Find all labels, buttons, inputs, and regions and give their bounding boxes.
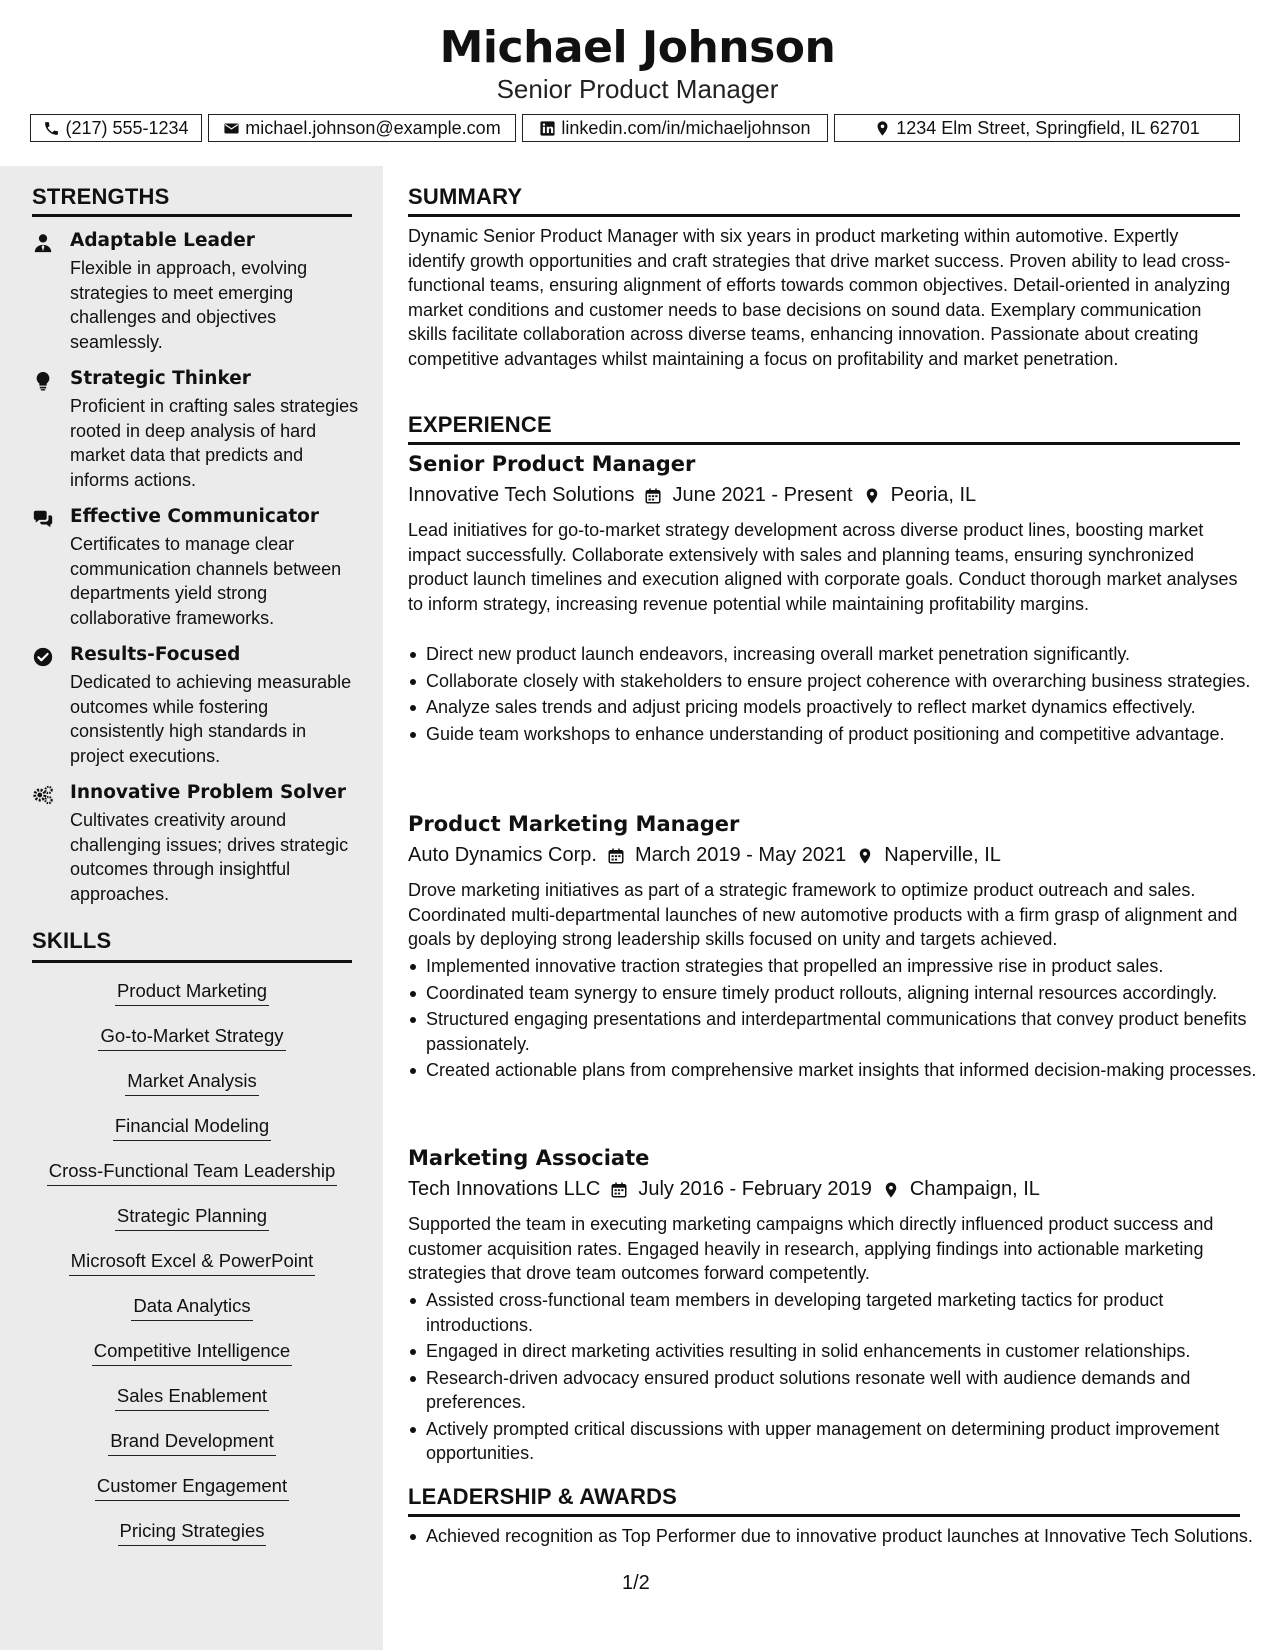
map-marker-icon [856, 847, 874, 865]
skill-label: Financial Modeling [113, 1115, 271, 1141]
page-number: 1/2 [622, 1572, 650, 1594]
list-item: Analyze sales trends and adjust pricing models proactively to reflect market dynamics effectively. [426, 695, 1258, 720]
skill-tag [32, 1520, 352, 1546]
list-item: Assisted cross-functional team members in developing targeted marketing tactics for product introductions. [426, 1288, 1258, 1337]
list-item: Structured engaging presentations and interdepartmental communications that convey product benefits passionately. [426, 1007, 1258, 1056]
skill-tag [32, 1025, 352, 1051]
strength-desc: Cultivates creativity around challenging issues; drives strategic outcomes through insightful approaches. [70, 810, 349, 904]
job-description: Drove marketing initiatives as part of a strategic framework to optimize product outreach and sales. Coordinated multi-departmental launches of new automotive products with a firm grasp of alignment and goals by deploying strong leadership skills focused on unity and targets achieved. [408, 880, 1238, 949]
map-marker-icon [874, 120, 891, 137]
skill-label: Go-to-Market Strategy [98, 1025, 285, 1051]
sidebar [0, 166, 383, 1650]
experience-heading: EXPERIENCE [408, 412, 552, 437]
phone-icon [43, 120, 60, 137]
strength-desc: Proficient in crafting sales strategies rooted in deep analysis of hard market data that predicts and informs actions. [70, 396, 359, 490]
list-item: Coordinated team synergy to ensure timely product rollouts, aligning internal resources accordingly. [426, 981, 1258, 1006]
awards-divider [408, 1514, 1240, 1517]
skill-tag [32, 1385, 352, 1411]
person-name: Michael Johnson [439, 22, 836, 73]
list-item: Research-driven advocacy ensured product solutions resonate well with audience demands and preferences. [426, 1366, 1258, 1415]
strengths-heading: STRENGTHS [32, 184, 170, 209]
job-location: Champaign, IL [909, 1178, 1040, 1200]
contact-linkedin[interactable] [522, 114, 828, 142]
skill-label: Data Analytics [131, 1295, 252, 1321]
resume-header [0, 0, 1275, 160]
company-name: Tech Innovations LLC [408, 1178, 601, 1200]
job-location: Peoria, IL [890, 484, 977, 506]
list-item: Achieved recognition as Top Performer due to innovative product launches at Innovative Tech Solutions. [426, 1524, 1258, 1549]
skill-tag [32, 1430, 352, 1456]
summary-text: Dynamic Senior Product Manager with six years in product marketing within automotive. Expertly identify growth opportunities and craft strategies that drive market success. Proven ability to lead cross-functional teams, ensuring alignment of efforts towards common objectives. Detail-oriented in analyzing market conditions and customer needs to base decisions on sound data. Exemplary communication skills facilitate collaboration across diverse teams, enhancing innovation. Passionate about creating competitive advantages whilst maintaining a focus on profitability and market penetration. [408, 226, 1231, 369]
skill-tag [32, 1340, 352, 1366]
calendar-icon [607, 847, 625, 865]
strength-title: Effective Communicator [70, 506, 320, 527]
skill-label: Product Marketing [115, 980, 269, 1006]
skill-label: Microsoft Excel & PowerPoint [69, 1250, 316, 1276]
skill-label: Market Analysis [125, 1070, 259, 1096]
list-item: Engaged in direct marketing activities resulting in solid enhancements in customer relationships. [426, 1339, 1258, 1364]
linkedin-text: linkedin.com/in/michaeljohnson [561, 117, 811, 138]
strength-title: Adaptable Leader [70, 230, 255, 251]
calendar-icon [610, 1181, 628, 1199]
skill-tag [32, 1475, 352, 1501]
strength-desc: Certificates to manage clear communication channels between departments yield strong collaborative frameworks. [70, 534, 342, 628]
calendar-icon [644, 487, 662, 505]
skills-divider [32, 960, 352, 963]
summary-divider [408, 214, 1240, 217]
envelope-icon [223, 120, 240, 137]
skill-label: Sales Enablement [115, 1385, 269, 1411]
company-name: Auto Dynamics Corp. [408, 844, 597, 866]
skills-heading: SKILLS [32, 928, 112, 953]
strengths-divider [32, 214, 352, 217]
contact-email[interactable] [208, 114, 516, 142]
gears-icon [32, 784, 54, 806]
job-meta [408, 1178, 1040, 1201]
address-text: 1234 Elm Street, Springfield, IL 62701 [896, 117, 1200, 138]
check-circle-icon [32, 646, 54, 668]
skill-tag [32, 1250, 352, 1276]
job-meta [408, 484, 976, 507]
job-title: Senior Product Manager [408, 452, 696, 476]
strength-title: Results-Focused [70, 644, 241, 665]
skill-label: Customer Engagement [95, 1475, 289, 1501]
list-item: Created actionable plans from comprehensive market insights that informed decision-making processes. [426, 1058, 1258, 1083]
skill-tag [32, 1160, 352, 1186]
skill-tag [32, 980, 352, 1006]
experience-divider [408, 442, 1240, 445]
job-title: Product Marketing Manager [408, 812, 740, 836]
job-dates: July 2016 - February 2019 [638, 1178, 872, 1200]
skill-label: Cross-Functional Team Leadership [47, 1160, 338, 1186]
list-item: Collaborate closely with stakeholders to ensure project coherence with overarching business strategies. [426, 669, 1258, 694]
job-title-heading: Senior Product Manager [496, 74, 779, 104]
skill-tag [32, 1295, 352, 1321]
summary-heading: SUMMARY [408, 184, 523, 209]
job-bullets [408, 954, 1258, 1085]
strength-desc: Flexible in approach, evolving strategies to meet emerging challenges and objectives seamlessly. [70, 258, 308, 352]
list-item: Implemented innovative traction strategies that propelled an impressive rise in product sales. [426, 954, 1258, 979]
map-marker-icon [882, 1181, 900, 1199]
job-description: Lead initiatives for go-to-market strategy development across diverse product lines, boosting market impact successfully. Collaborate extensively with sales and planning teams, ensuring synchronized product launch timelines and execution aligned with corporate goals. Conduct thorough market analyses to inform strategy, increasing revenue potential while maintaining profitability margins. [408, 520, 1238, 614]
job-meta [408, 844, 1001, 867]
map-marker-icon [863, 487, 881, 505]
job-description: Supported the team in executing marketing campaigns which directly influenced product success and customer acquisition rates. Engaged heavily in research, applying findings into actionable marketing strategies that drove team outcomes forward competently. [408, 1214, 1214, 1283]
skill-tag [32, 1115, 352, 1141]
skill-tag [32, 1070, 352, 1096]
job-dates: June 2021 - Present [672, 484, 853, 506]
job-bullets [408, 1288, 1258, 1468]
comments-icon [32, 508, 54, 530]
email-text: michael.johnson@example.com [245, 117, 501, 138]
lightbulb-icon [32, 370, 54, 392]
awards-list [408, 1524, 1258, 1551]
skill-label: Pricing Strategies [118, 1520, 267, 1546]
job-title: Marketing Associate [408, 1146, 650, 1170]
skill-tag [32, 1205, 352, 1231]
phone-text: (217) 555-1234 [65, 117, 189, 138]
awards-heading: LEADERSHIP & AWARDS [408, 1484, 678, 1509]
job-location: Naperville, IL [884, 844, 1001, 866]
company-name: Innovative Tech Solutions [408, 484, 635, 506]
contact-phone[interactable] [30, 114, 202, 142]
contact-bar [30, 114, 1240, 144]
contact-address [834, 114, 1240, 142]
linkedin-icon [539, 120, 556, 137]
list-item: Actively prompted critical discussions with upper management on determining product improvement opportunities. [426, 1417, 1258, 1466]
skill-label: Brand Development [108, 1430, 276, 1456]
user-tie-icon [32, 232, 54, 254]
strength-desc: Dedicated to achieving measurable outcomes while fostering consistently high standards in project executions. [70, 672, 352, 766]
job-dates: March 2019 - May 2021 [634, 844, 847, 866]
list-item: Direct new product launch endeavors, increasing overall market penetration significantly. [426, 642, 1258, 667]
strength-title: Strategic Thinker [70, 368, 251, 389]
list-item: Guide team workshops to enhance understanding of product positioning and competitive advantage. [426, 722, 1258, 747]
job-bullets [408, 642, 1258, 748]
strength-title: Innovative Problem Solver [70, 782, 347, 803]
skill-label: Competitive Intelligence [92, 1340, 292, 1366]
skill-label: Strategic Planning [115, 1205, 269, 1231]
